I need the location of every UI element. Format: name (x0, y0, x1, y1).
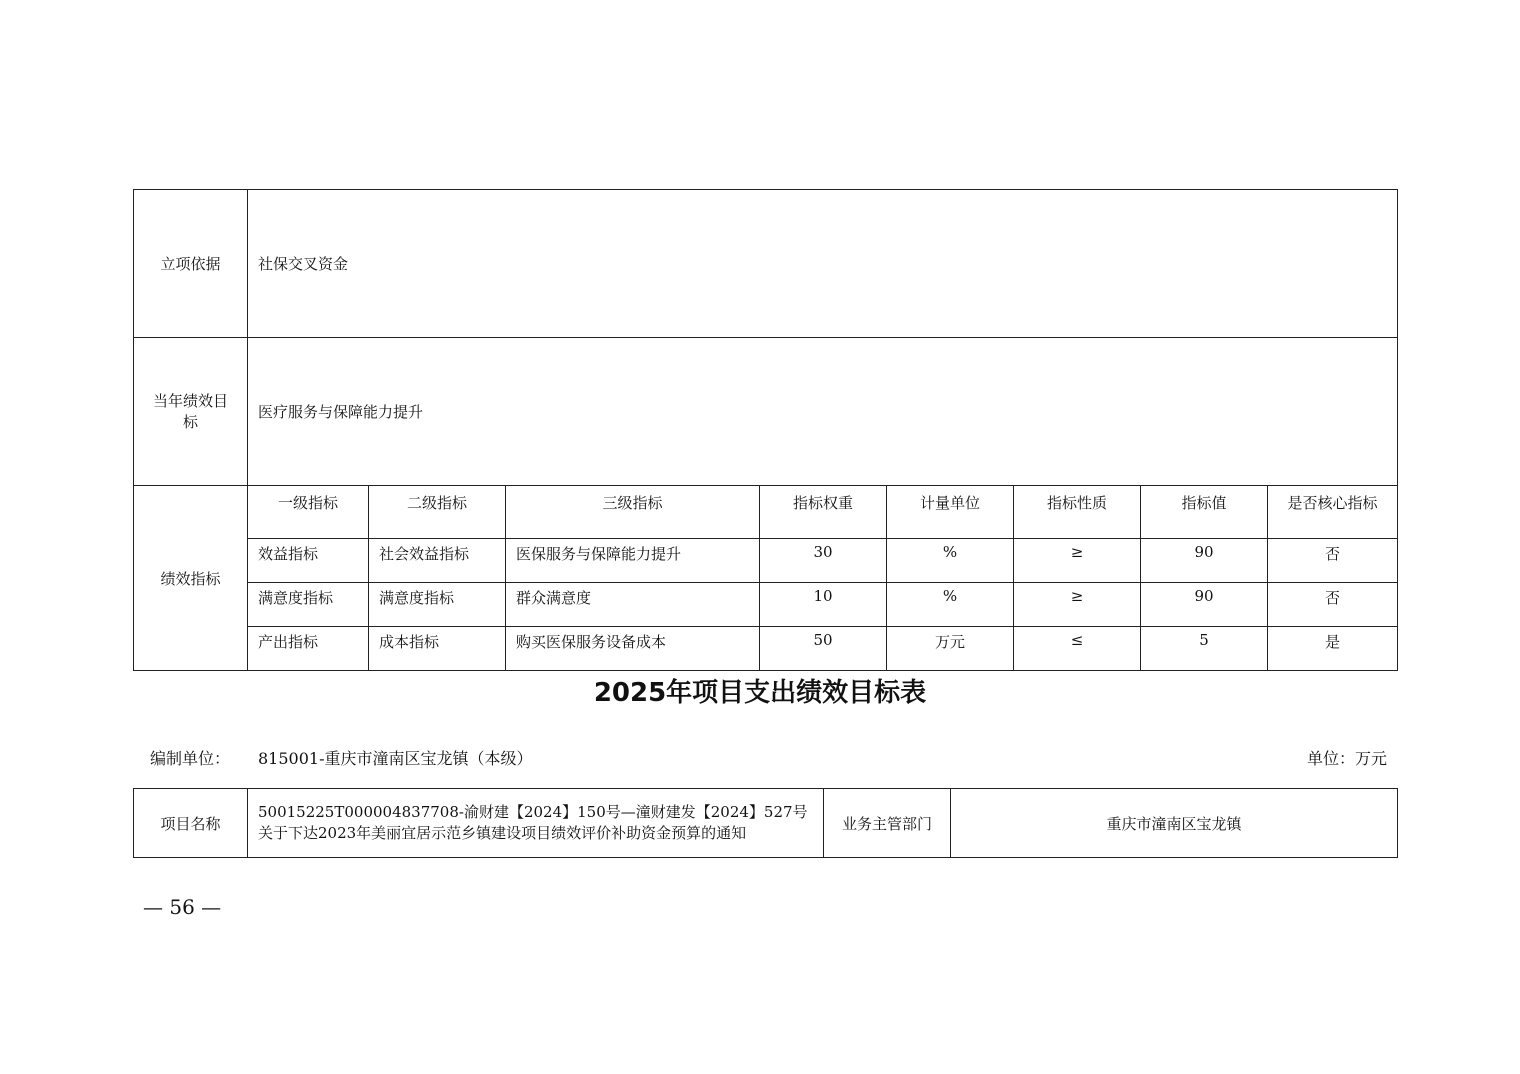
table-cell: 万元 (887, 627, 1014, 671)
indicator-header-row (134, 486, 1398, 539)
prep-unit-value: 815001-重庆市潼南区宝龙镇（本级） (258, 749, 533, 768)
table-cell: ≤ (1014, 627, 1141, 671)
table-cell: 50 (760, 627, 887, 671)
table-cell: % (887, 539, 1014, 583)
header-cell: 二级指标 (369, 486, 506, 539)
unit-label: 单位：万元 (1306, 749, 1387, 768)
table-cell: 10 (760, 583, 887, 627)
table-cell: 满意度指标 (369, 583, 506, 627)
header-cell: 三级指标 (506, 486, 760, 539)
table-cell: 90 (1141, 539, 1268, 583)
table-cell: 90 (1141, 583, 1268, 627)
table-cell: 否 (1268, 539, 1398, 583)
table-cell: ≥ (1014, 539, 1141, 583)
basis-value: 社保交叉资金 (248, 190, 1398, 338)
table-row (134, 627, 1398, 671)
header-cell: 指标值 (1141, 486, 1268, 539)
page-title: 2025年项目支出绩效目标表 (593, 678, 927, 708)
table-cell: 购买医保服务设备成本 (506, 627, 760, 671)
table-cell: % (887, 583, 1014, 627)
table-row (134, 583, 1398, 627)
table-cell: 是 (1268, 627, 1398, 671)
table-cell: ≥ (1014, 583, 1141, 627)
prep-unit-label: 编制单位： (150, 749, 231, 768)
header-cell: 是否核心指标 (1268, 486, 1398, 539)
header-cell: 指标权重 (760, 486, 887, 539)
table-cell: 效益指标 (248, 539, 369, 583)
table-cell: 社会效益指标 (369, 539, 506, 583)
table-cell: 30 (760, 539, 887, 583)
table-cell: 医保服务与保障能力提升 (506, 539, 760, 583)
header-cell: 一级指标 (248, 486, 369, 539)
table-row (134, 539, 1398, 583)
project-info-table (133, 788, 1398, 858)
dept-value: 重庆市潼南区宝龙镇 (951, 789, 1398, 858)
table-cell: 产出指标 (248, 627, 369, 671)
performance-indicator-table (133, 189, 1398, 671)
header-cell: 计量单位 (887, 486, 1014, 539)
project-name-value: 50015225T000004837708-渝财建【2024】150号—潼财建发【2024】527号关于下达2023年美丽宜居示范乡镇建设项目绩效评价补助资金预算的通知 (248, 789, 824, 858)
basis-label: 立项依据 (134, 190, 248, 338)
goal-label: 当年绩效目标 (134, 338, 248, 486)
table-cell: 满意度指标 (248, 583, 369, 627)
indicators-label: 绩效指标 (134, 486, 248, 671)
table-cell: 否 (1268, 583, 1398, 627)
table-cell: 成本指标 (369, 627, 506, 671)
dept-label: 业务主管部门 (824, 789, 951, 858)
header-cell: 指标性质 (1014, 486, 1141, 539)
goal-value: 医疗服务与保障能力提升 (248, 338, 1398, 486)
project-name-label: 项目名称 (134, 789, 248, 858)
page-number: — 56 — (143, 895, 222, 919)
table-cell: 5 (1141, 627, 1268, 671)
table-cell: 群众满意度 (506, 583, 760, 627)
